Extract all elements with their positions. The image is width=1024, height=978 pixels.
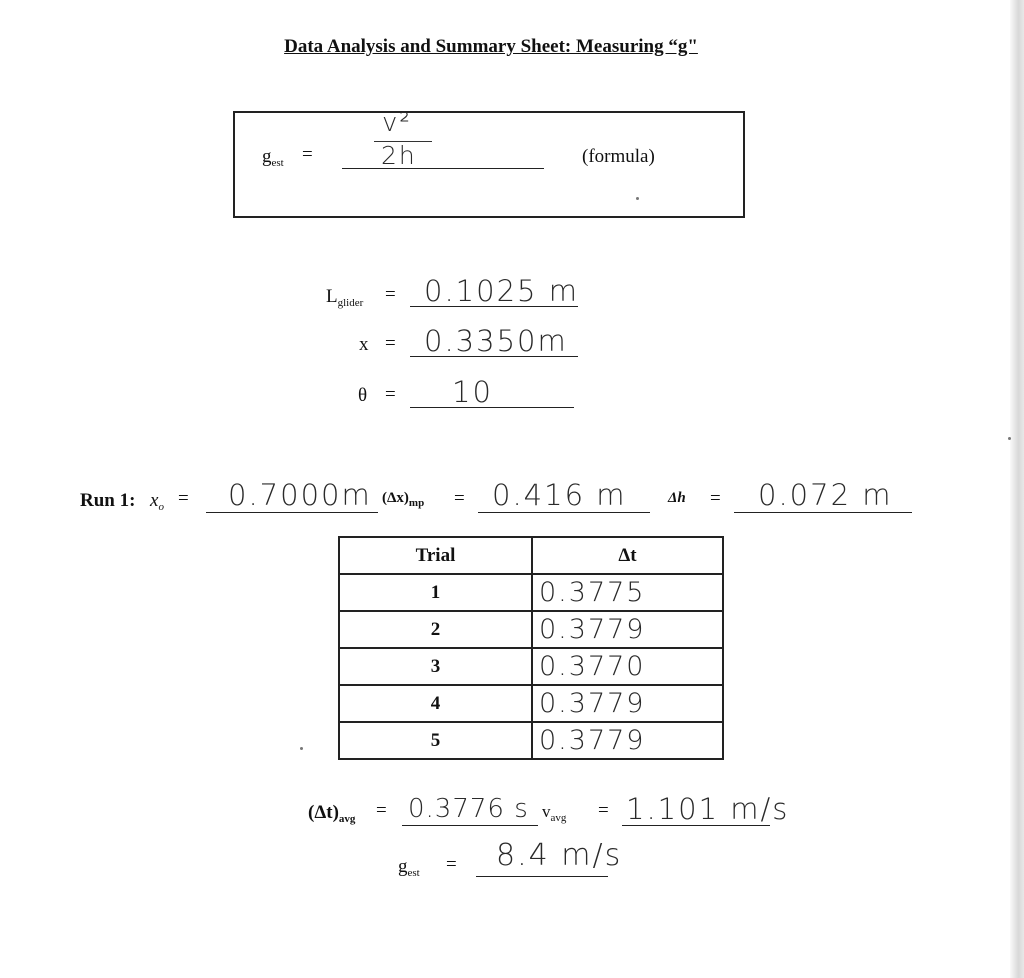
table-header-trial: Trial	[339, 537, 532, 574]
table-header-row	[339, 537, 723, 574]
trial-number: 4	[339, 685, 532, 722]
param-theta-label: θ	[358, 385, 368, 406]
trial-number: 1	[339, 574, 532, 611]
scanned-page-edge	[1010, 0, 1024, 978]
param-x-equals: =	[385, 333, 396, 354]
summary-g-equals: =	[446, 854, 457, 875]
run-x0-equals: =	[178, 488, 189, 509]
formula-numerator: v²	[382, 108, 412, 138]
table-row	[339, 648, 723, 685]
summary-dt-avg-line	[402, 825, 538, 826]
run-dx-label: $(\Delta x)_{mp}$	[382, 490, 425, 509]
summary-v-avg-value: 1.101 m/s	[626, 792, 790, 826]
param-theta-value: 10	[452, 375, 493, 409]
trial-number: 3	[339, 648, 532, 685]
summary-g-line	[476, 876, 608, 877]
run-label: Run 1:	[80, 490, 136, 511]
formula-equals: =	[302, 144, 313, 165]
formula-g-label: $g_{est}$	[262, 146, 284, 169]
trials-table	[338, 536, 724, 760]
table-row	[339, 574, 723, 611]
run-dh-label: Δh	[668, 490, 686, 506]
table-row	[339, 685, 723, 722]
run-dx-equals: =	[454, 488, 465, 509]
table-header-dt: Δt	[532, 537, 723, 574]
run-x0-line	[206, 512, 378, 513]
trial-dt-value: 0.3770	[532, 648, 723, 685]
param-x-value: 0.3350m	[424, 324, 568, 358]
trial-number: 2	[339, 611, 532, 648]
run-dh-equals: =	[710, 488, 721, 509]
scan-speck	[636, 197, 639, 200]
table-row	[339, 611, 723, 648]
scan-speck	[300, 747, 303, 750]
summary-dt-avg-equals: =	[376, 800, 387, 821]
run-dh-line	[734, 512, 912, 513]
summary-dt-avg-label: $(\Delta t)_{avg}$	[308, 802, 356, 825]
scan-speck	[1008, 437, 1011, 440]
summary-v-avg-label: $v_{avg}$	[542, 802, 567, 824]
summary-g-label: $g_{est}$	[398, 856, 420, 879]
run-dx-value: 0.416 m	[492, 478, 627, 512]
trial-dt-value: 0.3779	[532, 685, 723, 722]
param-glider-equals: =	[385, 284, 396, 305]
param-x-label: x	[359, 334, 369, 355]
param-glider-value: 0.1025 m	[424, 274, 579, 308]
trial-dt-value: 0.3779	[532, 611, 723, 648]
formula-answer-line	[342, 168, 544, 169]
trial-dt-value: 0.3775	[532, 574, 723, 611]
param-glider-label: $L_{glider}$	[326, 286, 364, 309]
trial-dt-value: 0.3779	[532, 722, 723, 759]
param-theta-equals: =	[385, 384, 396, 405]
formula-note: (formula)	[582, 146, 655, 167]
formula-denominator: 2h	[381, 141, 417, 170]
run-x0-value: 0.7000m	[228, 478, 372, 512]
table-row	[339, 722, 723, 759]
trial-number: 5	[339, 722, 532, 759]
page-title: Data Analysis and Summary Sheet: Measuring “g"	[284, 36, 698, 57]
summary-g-value: 8.4 m/s	[496, 838, 623, 873]
summary-dt-avg-value: 0.3776 s	[408, 794, 529, 824]
run-dh-value: 0.072 m	[758, 478, 893, 512]
run-dx-line	[478, 512, 650, 513]
summary-v-avg-equals: =	[598, 800, 609, 821]
run-x0-label: $x_o$	[150, 490, 164, 513]
